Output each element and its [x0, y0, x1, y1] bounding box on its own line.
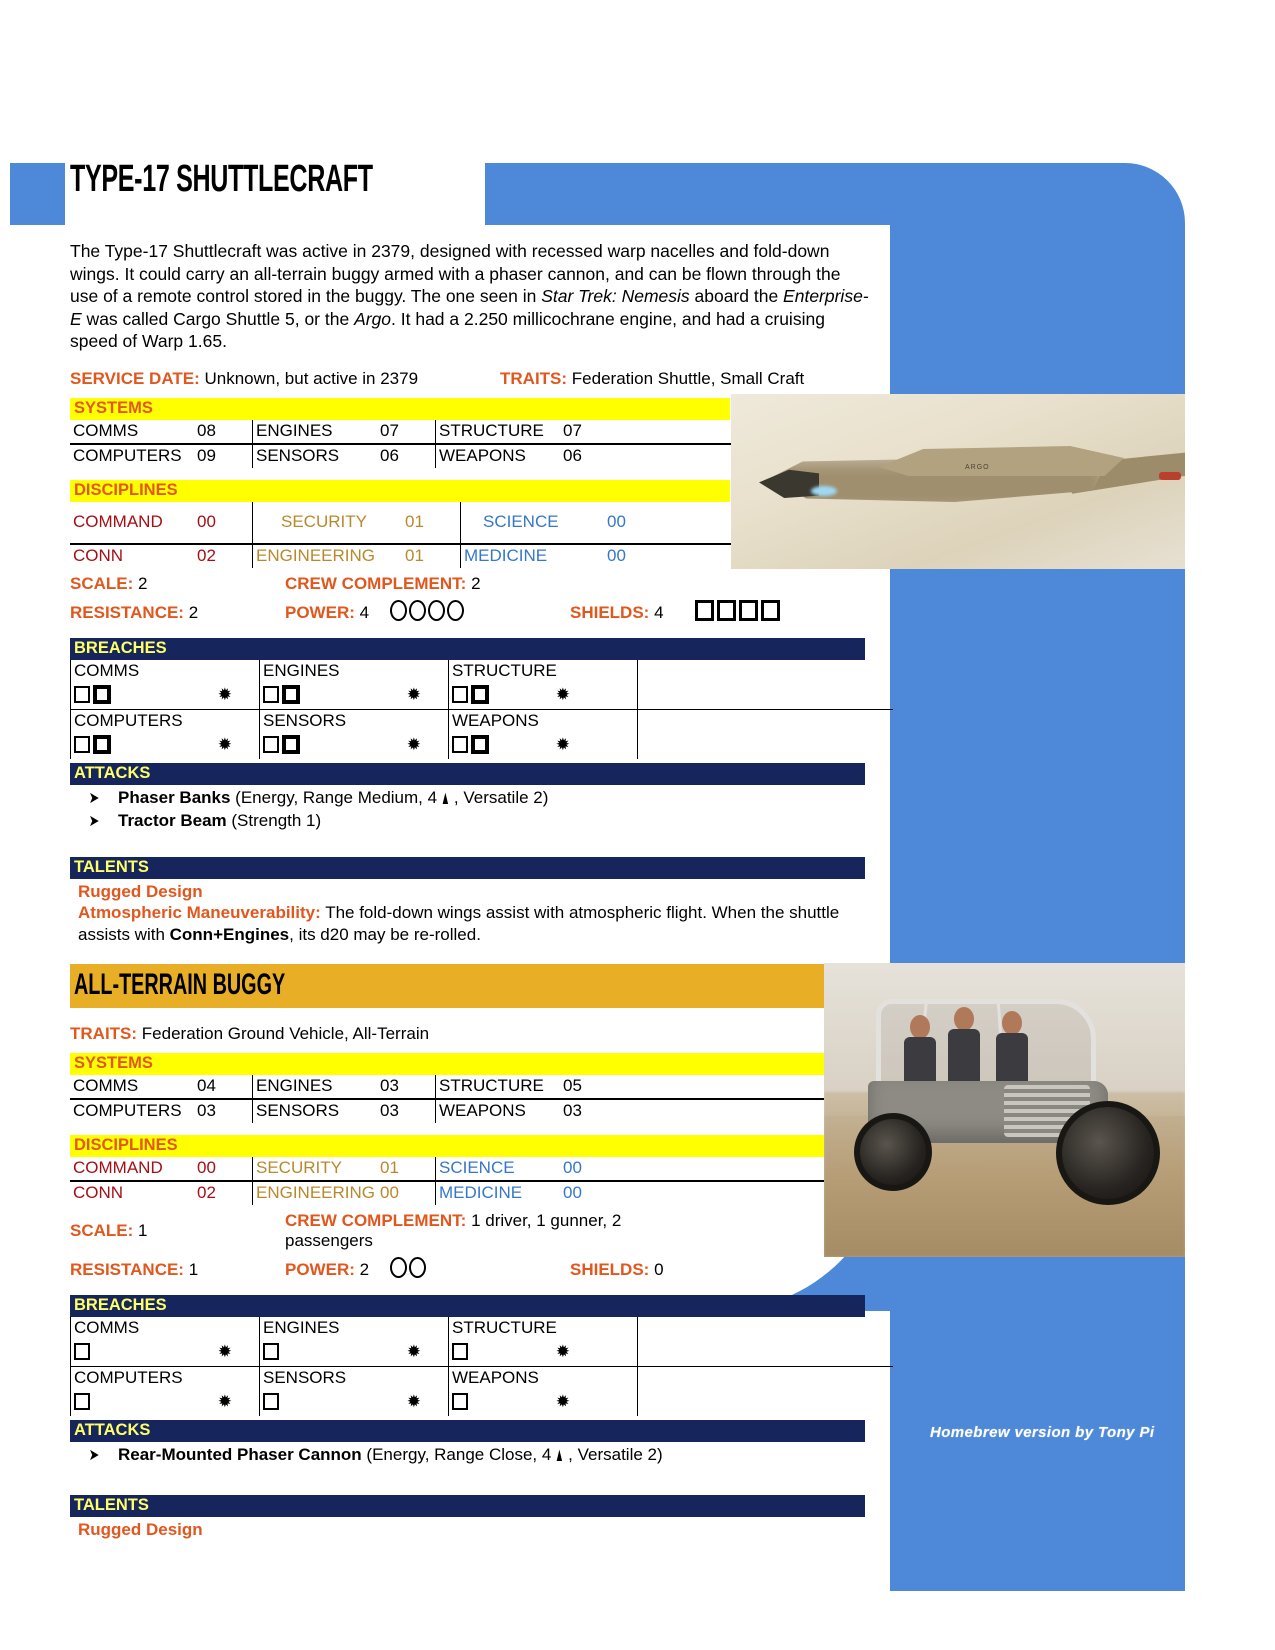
- shuttle-attacks-header: ATTACKS: [70, 763, 865, 785]
- breach-checkbox[interactable]: [74, 736, 90, 753]
- attack-entry: [70, 788, 870, 808]
- buggy-crew: [285, 1211, 705, 1251]
- system-value: 03: [563, 1100, 582, 1120]
- shuttle-crew-value: 2: [471, 573, 481, 593]
- shuttle-disciplines-header: DISCIPLINES: [70, 480, 730, 502]
- buggy-systems-header: SYSTEMS: [70, 1053, 865, 1075]
- buggy-shields-value: 0: [654, 1259, 664, 1279]
- breach-boxes[interactable]: [452, 1338, 634, 1366]
- shuttle-resistance-label: RESISTANCE:: [70, 602, 184, 622]
- breach-label: COMMS: [74, 660, 140, 680]
- buggy-scale-value: 1: [138, 1220, 148, 1240]
- breach-label: WEAPONS: [452, 1367, 539, 1387]
- buggy-title: ALL-TERRAIN BUGGY: [74, 967, 286, 1001]
- buggy-disciplines-header: DISCIPLINES: [70, 1135, 865, 1157]
- breach-label: ENGINES: [263, 1317, 340, 1337]
- table-row: [71, 660, 894, 710]
- gear-icon: ✹: [555, 735, 570, 754]
- buggy-resistance-label: RESISTANCE:: [70, 1259, 184, 1279]
- shuttle-shields: [570, 603, 695, 623]
- title-blue-tab: [10, 163, 65, 225]
- talent-body-post: , its d20 may be re-rolled.: [289, 924, 481, 944]
- attack-entry: [70, 1445, 870, 1465]
- shield-pip[interactable]: [695, 600, 714, 621]
- breach-label: STRUCTURE: [452, 1317, 557, 1337]
- breach-checkbox[interactable]: [93, 735, 111, 754]
- discipline-value: 00: [604, 502, 662, 544]
- system-name: STRUCTURE: [436, 420, 561, 444]
- attack-text: [118, 788, 548, 808]
- shuttle-silhouette: [759, 440, 1159, 516]
- shuttle-shields-label: SHIELDS:: [570, 602, 650, 622]
- buggy-traits-label: TRAITS:: [70, 1023, 138, 1043]
- breach-checkbox[interactable]: [452, 1343, 468, 1360]
- breach-cell[interactable]: [71, 709, 260, 759]
- breach-label: SENSORS: [263, 1367, 347, 1387]
- shuttle-power-label: POWER:: [285, 602, 355, 622]
- breach-checkbox[interactable]: [74, 1343, 90, 1360]
- system-name: ENGINES: [253, 1075, 378, 1099]
- breach-cell[interactable]: [71, 1366, 260, 1416]
- watermark-credit: Homebrew version by Tony Pi: [930, 1424, 1155, 1441]
- buggy-occupant-head-1: [910, 1015, 930, 1039]
- system-value: 07: [377, 420, 436, 444]
- attack-text: [118, 1445, 663, 1465]
- buggy-breaches-table: [70, 1317, 893, 1416]
- intro-paragraph: The Type-17 Shuttlecraft was active in 2379, designed with recessed warp nacelles and fold-down wings. It could carry an all-terrain buggy armed with a phaser cannon, and can be flown through the use of a remote control stored in the buggy. The one seen in Star Trek: Nemesis aboard the Enterprise-E was called Cargo Shuttle 5, or the Argo. It had a 2.250 millicochrane engine, and had a cruising speed of Warp 1.65.: [70, 241, 869, 351]
- shuttle-nose: [759, 468, 819, 498]
- discipline-value: 00: [607, 545, 626, 565]
- buggy-traits-value: Federation Ground Vehicle, All-Terrain: [141, 1023, 430, 1043]
- attack-detail-pre: (Strength 1): [226, 810, 322, 830]
- buggy-crew-value: 1 driver, 1 gunner, 2 passengers: [285, 1210, 622, 1250]
- system-name: SENSORS: [253, 444, 378, 468]
- attack-detail-pre: (Energy, Range Medium, 4: [230, 787, 438, 807]
- breach-checkbox[interactable]: [74, 686, 90, 703]
- breach-checkbox[interactable]: [452, 686, 468, 703]
- shuttle-traits-value: Federation Shuttle, Small Craft: [571, 368, 805, 388]
- attack-name: Tractor Beam: [118, 810, 227, 830]
- system-name: STRUCTURE: [436, 1075, 561, 1099]
- buggy-occupant-head-3: [1002, 1011, 1022, 1035]
- system-name: COMMS: [70, 420, 194, 444]
- bullet-arrow-icon: ➤: [88, 812, 100, 830]
- discipline-name: MEDICINE: [436, 1181, 561, 1205]
- breach-spacer: [638, 1317, 894, 1367]
- system-name: ENGINES: [253, 420, 378, 444]
- breach-checkbox[interactable]: [471, 685, 489, 704]
- power-pip[interactable]: [409, 600, 426, 621]
- discipline-value: 02: [197, 1182, 216, 1202]
- buggy-talent-rugged-design: Rugged Design: [78, 1519, 203, 1539]
- discipline-name: ENGINEERING: [253, 544, 403, 568]
- breach-cell[interactable]: [260, 1366, 449, 1416]
- breach-boxes[interactable]: [263, 1338, 445, 1366]
- table-row: [70, 1099, 865, 1123]
- discipline-name: SECURITY: [253, 502, 403, 544]
- attack-detail-post: , Versatile 2): [453, 787, 549, 807]
- breach-cell[interactable]: [260, 1317, 449, 1367]
- shuttle-traits: [500, 369, 804, 389]
- attack-entry: [70, 811, 870, 831]
- power-pip[interactable]: [390, 600, 407, 621]
- attack-name: Rear-Mounted Phaser Cannon: [118, 1444, 362, 1464]
- breach-cell[interactable]: [260, 660, 449, 710]
- breach-cell[interactable]: [449, 1317, 638, 1367]
- buggy-systems-table: [70, 1075, 865, 1123]
- buggy-resistance-row: [70, 1257, 870, 1283]
- buggy-disciplines-table: [70, 1157, 865, 1205]
- system-name: WEAPONS: [436, 444, 561, 468]
- buggy-occupant-head-2: [954, 1007, 974, 1031]
- buggy-power-label: POWER:: [285, 1259, 355, 1279]
- discipline-name: SCIENCE: [461, 502, 605, 544]
- buggy-crew-label: CREW COMPLEMENT:: [285, 1210, 467, 1230]
- breach-spacer: [638, 660, 894, 710]
- buggy-shields-label: SHIELDS:: [570, 1259, 650, 1279]
- power-pip[interactable]: [447, 600, 464, 621]
- discipline-name: SCIENCE: [436, 1157, 561, 1181]
- breach-label: COMPUTERS: [74, 1367, 183, 1387]
- breach-boxes[interactable]: [74, 731, 256, 759]
- system-value: 05: [560, 1075, 618, 1099]
- breach-spacer: [638, 1366, 894, 1416]
- breach-boxes[interactable]: [74, 1388, 256, 1416]
- bullet-arrow-icon: ➤: [88, 789, 100, 807]
- table-row: [70, 1157, 865, 1181]
- shuttle-service-date-value: Unknown, but active in 2379: [204, 368, 419, 388]
- buggy-scale: [70, 1221, 285, 1241]
- shuttle-resistance: [70, 603, 285, 623]
- discipline-name: CONN: [73, 1182, 124, 1202]
- system-name: COMMS: [70, 1075, 194, 1099]
- discipline-value: 00: [380, 1182, 399, 1202]
- discipline-value: 01: [405, 545, 424, 565]
- breach-checkbox[interactable]: [452, 1393, 468, 1410]
- shuttle-talents-header: TALENTS: [70, 857, 865, 879]
- page-title: TYPE-17 SHUTTLECRAFT: [70, 158, 373, 200]
- discipline-name: COMMAND: [70, 1157, 194, 1181]
- shuttle-breaches-header: BREACHES: [70, 638, 865, 660]
- buggy-traits: [70, 1024, 429, 1044]
- discipline-value: 00: [194, 502, 253, 544]
- breach-checkbox[interactable]: [452, 736, 468, 753]
- gear-icon: ✹: [217, 1342, 232, 1361]
- gear-icon: ✹: [406, 1342, 421, 1361]
- shuttle-hull-marking: ARGO: [965, 464, 990, 471]
- shuttle-scale: [70, 574, 285, 594]
- discipline-name: CONN: [73, 545, 124, 565]
- breach-cell[interactable]: [260, 709, 449, 759]
- talent-body-bold: Conn+Engines: [169, 924, 290, 944]
- talent-rugged-design: Rugged Design: [78, 881, 203, 901]
- discipline-value: 00: [194, 1157, 253, 1181]
- breach-checkbox[interactable]: [74, 1393, 90, 1410]
- breach-boxes[interactable]: [74, 681, 256, 709]
- breach-boxes[interactable]: [452, 681, 634, 709]
- buggy-breaches-header: BREACHES: [70, 1295, 865, 1317]
- system-name: COMPUTERS: [73, 445, 182, 465]
- power-pip[interactable]: [428, 600, 445, 621]
- breach-checkbox[interactable]: [471, 735, 489, 754]
- gear-icon: ✹: [217, 735, 232, 754]
- breach-cell[interactable]: [449, 709, 638, 759]
- power-pip[interactable]: [390, 1257, 407, 1278]
- breach-boxes[interactable]: [452, 731, 634, 759]
- shuttle-service-date: [70, 369, 500, 389]
- shuttle-shield-pips[interactable]: [695, 600, 783, 626]
- buggy-talents-header: TALENTS: [70, 1495, 865, 1517]
- breach-label: COMMS: [74, 1317, 140, 1337]
- buggy-scale-row: [70, 1211, 870, 1251]
- attack-detail-pre: (Energy, Range Close, 4: [361, 1444, 552, 1464]
- talent-atmospheric-maneuverability: [70, 902, 858, 946]
- attack-text: [118, 811, 321, 831]
- system-value: 03: [377, 1075, 436, 1099]
- shuttle-scale-value: 2: [138, 573, 148, 593]
- breach-checkbox[interactable]: [263, 686, 279, 703]
- talent-body-pre: The fold-down wings assist with atmospheric flight. When the shuttle assists with: [78, 902, 840, 944]
- discipline-value: 00: [560, 1157, 618, 1181]
- gear-icon: ✹: [406, 735, 421, 754]
- breach-cell[interactable]: [449, 660, 638, 710]
- attack-detail-post: , Versatile 2): [568, 1444, 663, 1464]
- shuttle-scale-row: [70, 574, 870, 594]
- buggy-shields: [570, 1260, 695, 1280]
- buggy-meta-row: [70, 1024, 870, 1044]
- table-row: [70, 1181, 865, 1205]
- discipline-name: MEDICINE: [461, 544, 605, 568]
- gear-icon: ✹: [217, 1392, 232, 1411]
- breach-checkbox[interactable]: [282, 735, 300, 754]
- breach-boxes[interactable]: [74, 1338, 256, 1366]
- discipline-name: COMMAND: [70, 502, 194, 544]
- talent-name: Atmospheric Maneuverability:: [78, 902, 321, 922]
- breach-checkbox[interactable]: [93, 685, 111, 704]
- damage-dice-icon: ▲: [440, 786, 451, 808]
- shuttle-resistance-value: 2: [188, 602, 199, 622]
- buggy-attacks-header: ATTACKS: [70, 1420, 865, 1442]
- page-blue-lower-panel: [890, 1311, 1185, 1591]
- buggy-power-value: 2: [359, 1259, 370, 1279]
- shield-pip[interactable]: [739, 600, 758, 621]
- buggy-scale-label: SCALE:: [70, 1220, 134, 1240]
- shuttle-resistance-row: [70, 600, 870, 626]
- shuttle-power-value: 4: [359, 602, 370, 622]
- system-value: 07: [560, 420, 618, 444]
- table-row: [71, 1366, 894, 1416]
- shuttle-scale-label: SCALE:: [70, 573, 134, 593]
- gear-icon: ✹: [555, 685, 570, 704]
- buggy-power: [285, 1260, 390, 1280]
- breach-boxes[interactable]: [263, 1388, 445, 1416]
- shuttle-shields-value: 4: [654, 602, 664, 622]
- breach-label: WEAPONS: [452, 710, 539, 730]
- gear-icon: ✹: [555, 1392, 570, 1411]
- discipline-value: 00: [563, 1182, 582, 1202]
- breach-label: COMPUTERS: [74, 710, 183, 730]
- gear-icon: ✹: [217, 685, 232, 704]
- shuttle-breaches-table: [70, 660, 893, 759]
- breach-checkbox[interactable]: [263, 1343, 279, 1360]
- breach-cell[interactable]: [71, 1317, 260, 1367]
- damage-dice-icon: ▲: [555, 1443, 565, 1465]
- system-value: 03: [380, 1100, 399, 1120]
- breach-boxes[interactable]: [263, 731, 445, 759]
- buggy-power-pips[interactable]: [390, 1257, 570, 1283]
- breach-label: STRUCTURE: [452, 660, 557, 680]
- breach-checkbox[interactable]: [263, 1393, 279, 1410]
- system-name: COMPUTERS: [73, 1100, 182, 1120]
- buggy-title-bar: [70, 964, 830, 1008]
- gear-icon: ✹: [406, 685, 421, 704]
- system-value: 06: [380, 445, 399, 465]
- all-terrain-buggy-photo: [824, 963, 1185, 1257]
- shuttle-power-pips[interactable]: [390, 600, 570, 626]
- attack-name: Phaser Banks: [118, 787, 231, 807]
- shuttle-service-date-label: SERVICE DATE:: [70, 368, 200, 388]
- system-value: 03: [197, 1100, 216, 1120]
- system-value: 08: [194, 420, 253, 444]
- shield-pip[interactable]: [761, 600, 780, 621]
- buggy-occupant-body-1: [904, 1037, 936, 1081]
- breach-label: ENGINES: [263, 660, 340, 680]
- bullet-arrow-icon: ➤: [88, 1446, 100, 1464]
- gear-icon: ✹: [406, 1392, 421, 1411]
- gear-icon: ✹: [555, 1342, 570, 1361]
- shuttle-traits-label: TRAITS:: [500, 368, 568, 388]
- discipline-value: 01: [402, 502, 461, 544]
- shield-pip[interactable]: [717, 600, 736, 621]
- shuttle-aft-light: [1159, 472, 1181, 480]
- breach-boxes[interactable]: [452, 1388, 634, 1416]
- system-value: 06: [563, 445, 582, 465]
- table-row: [71, 709, 894, 759]
- buggy-attacks-list: [70, 1445, 870, 1465]
- shuttlecraft-photo: [731, 394, 1185, 569]
- system-name: WEAPONS: [436, 1099, 561, 1123]
- table-row: [71, 1317, 894, 1367]
- shuttle-meta-row: [70, 369, 870, 389]
- shuttle-crew: [285, 574, 705, 594]
- breach-checkbox[interactable]: [282, 685, 300, 704]
- shuttle-attacks-list: [70, 788, 870, 831]
- breach-cell[interactable]: [71, 660, 260, 710]
- buggy-occupant-body-3: [996, 1033, 1028, 1081]
- buggy-wheel-front: [1056, 1101, 1160, 1205]
- discipline-name: ENGINEERING: [253, 1181, 378, 1205]
- breach-checkbox[interactable]: [263, 736, 279, 753]
- breach-spacer: [638, 709, 894, 759]
- discipline-value: 02: [197, 545, 216, 565]
- shuttle-nacelle-glow: [811, 486, 837, 496]
- shuttle-systems-header: SYSTEMS: [70, 398, 730, 420]
- system-value: 09: [197, 445, 216, 465]
- buggy-wheel-rear: [854, 1113, 932, 1191]
- table-row: [70, 1075, 865, 1099]
- breach-label: SENSORS: [263, 710, 347, 730]
- shuttle-upper-hull: [879, 446, 1124, 476]
- system-name: SENSORS: [253, 1099, 378, 1123]
- breach-boxes[interactable]: [263, 681, 445, 709]
- system-value: 04: [194, 1075, 253, 1099]
- shuttle-crew-label: CREW COMPLEMENT:: [285, 573, 467, 593]
- discipline-value: 01: [377, 1157, 436, 1181]
- power-pip[interactable]: [409, 1257, 426, 1278]
- buggy-resistance: [70, 1260, 285, 1280]
- discipline-name: SECURITY: [253, 1157, 378, 1181]
- shuttle-power: [285, 603, 390, 623]
- breach-cell[interactable]: [449, 1366, 638, 1416]
- buggy-occupant-body-2: [948, 1029, 980, 1081]
- buggy-resistance-value: 1: [188, 1259, 199, 1279]
